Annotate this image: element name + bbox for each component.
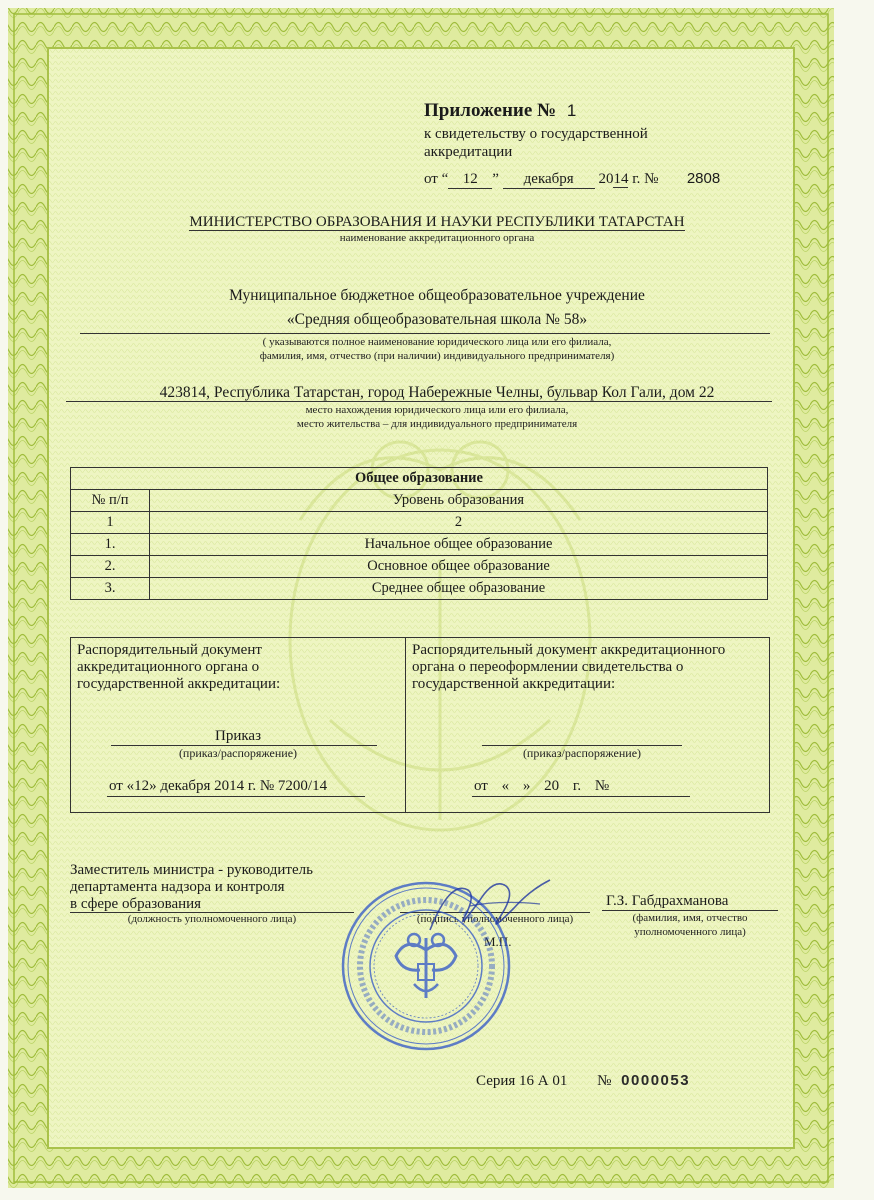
series-label: Серия 16 А 01 <box>476 1073 568 1089</box>
signatory-position-line-2: департамента надзора и контроля <box>70 879 285 895</box>
date-year-prefix: 20 <box>598 171 614 187</box>
organization-caption-2: фамилия, имя, отчество (при наличии) индивидуального предпринимателя) <box>259 350 615 362</box>
date-year-suffix: 14 <box>613 171 629 187</box>
table-cell: 1 <box>71 512 150 534</box>
reissue-order-caption: (приказ/распоряжение) <box>522 746 642 760</box>
column-header-level: Уровень образования <box>150 490 768 512</box>
date-prefix: от “ <box>424 171 449 187</box>
certificate-number: 2808 <box>686 170 721 187</box>
address-caption-1: место нахождения юридического лица или его филиала, <box>305 404 569 416</box>
appendix-line-2: аккредитации <box>424 144 513 160</box>
organization-caption-1: ( указываются полное наименование юридического лица или его филиала, <box>262 336 612 348</box>
number-label: г. № <box>632 171 659 187</box>
name-caption-1: (фамилия, имя, отчество <box>632 912 748 924</box>
table-cell: 2 <box>150 512 768 534</box>
table-row <box>71 534 768 556</box>
table-cell: 1. <box>71 534 150 556</box>
appendix-label <box>424 100 576 122</box>
date-month: декабря <box>503 171 595 189</box>
appendix-label-text: Приложение № <box>424 100 557 121</box>
date-quote: ” <box>492 171 499 187</box>
order-date-underline <box>107 796 365 797</box>
table-header-row <box>71 490 768 512</box>
organization-address: 423814, Республика Татарстан, город Набережные Челны, бульвар Кол Гали, дом 22 <box>159 384 715 401</box>
position-caption: (должность уполномоченного лица) <box>127 913 297 925</box>
reissue-order-date: от « » 20 г. № <box>474 778 610 794</box>
stamp-place-mark: М.П. <box>484 934 512 949</box>
education-levels-table <box>70 467 768 600</box>
series-number: 0000053 <box>621 1072 691 1089</box>
table-cell: Основное общее образование <box>150 556 768 578</box>
name-caption-2: уполномоченного лица) <box>634 926 746 938</box>
table-row <box>71 578 768 600</box>
table-cell: 2. <box>71 556 150 578</box>
name-underline <box>602 910 778 911</box>
table-row <box>71 556 768 578</box>
signatory-position-line-3: в сфере образования <box>70 896 202 912</box>
series-number-label: № <box>597 1073 612 1089</box>
address-underline <box>66 401 772 402</box>
accreditation-order-caption: (приказ/распоряжение) <box>178 746 298 760</box>
reissue-order-heading: Распорядительный документ аккредитационного органа о переоформлении свидетельства о государственной аккредитации: <box>412 642 726 692</box>
organization-name-line-1: Муниципальное бюджетное общеобразовательное учреждение <box>229 287 645 304</box>
signature-scribble <box>410 860 570 950</box>
signatory-name: Г.З. Габдрахманова <box>606 893 729 909</box>
accreditation-order-date: от «12» декабря 2014 г. № 7200/14 <box>109 778 328 794</box>
date-day: 12 <box>448 171 492 189</box>
table-cell: 3. <box>71 578 150 600</box>
authority-caption: наименование аккредитационного органа <box>339 232 535 244</box>
table-title: Общее образование <box>71 468 768 490</box>
reissue-order-column <box>406 638 769 812</box>
authority-block <box>0 213 874 231</box>
organization-name-line-2: «Средняя общеобразовательная школа № 58» <box>286 311 588 328</box>
accreditation-order-type: Приказ <box>214 728 261 744</box>
table-cell: Начальное общее образование <box>150 534 768 556</box>
table-cell: Среднее общее образование <box>150 578 768 600</box>
appendix-number: 1 <box>566 101 577 120</box>
organization-underline <box>80 333 770 334</box>
certificate-date-line <box>424 170 720 189</box>
signature-caption: (подпись уполномоченного лица) <box>416 913 574 925</box>
table-title-row <box>71 468 768 490</box>
table-index-row <box>71 512 768 534</box>
column-header-number: № п/п <box>71 490 150 512</box>
orders-box <box>70 637 770 813</box>
accreditation-order-heading: Распорядительный документ аккредитационного органа о государственной аккредитации: <box>77 642 281 692</box>
reissue-date-underline <box>472 796 690 797</box>
accreditation-order-column <box>71 638 406 812</box>
signatory-position-line-1: Заместитель министра - руководитель <box>70 862 313 878</box>
appendix-line-1: к свидетельству о государственной <box>424 126 648 142</box>
series-line <box>476 1072 690 1090</box>
address-caption-2: место жительства – для индивидуального предпринимателя <box>296 418 578 430</box>
authority-name: МИНИСТЕРСТВО ОБРАЗОВАНИЯ И НАУКИ РЕСПУБЛИКИ ТАТАРСТАН <box>189 214 685 230</box>
